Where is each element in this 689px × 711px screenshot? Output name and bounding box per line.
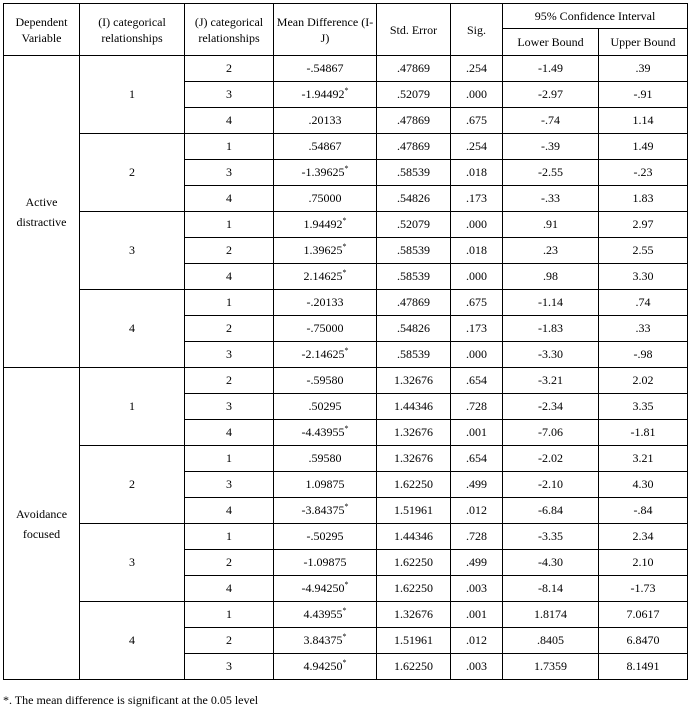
j-group-cell: 3 — [185, 472, 274, 498]
mean-difference-value: 3.84375 — [303, 633, 343, 647]
mean-difference-cell — [274, 420, 377, 446]
std-error-cell: .54826 — [377, 316, 451, 342]
dependent-variable-cell: Active distractive — [4, 56, 80, 368]
sig-cell: .654 — [451, 368, 503, 394]
j-group-cell: 1 — [185, 134, 274, 160]
footnote: *. The mean difference is significant at the 0.05 level — [3, 693, 259, 707]
lower-bound-cell: -.33 — [503, 186, 599, 212]
lower-bound-cell: -2.97 — [503, 82, 599, 108]
std-error-cell: 1.51961 — [377, 498, 451, 524]
j-group-cell: 2 — [185, 628, 274, 654]
lower-bound-cell: -2.02 — [503, 446, 599, 472]
mean-difference-value: -.54867 — [306, 61, 344, 75]
mean-difference-value: 2.14625 — [303, 269, 343, 283]
mean-difference-cell — [274, 134, 377, 160]
mean-difference-value: -.20133 — [306, 295, 344, 309]
std-error-cell: .47869 — [377, 290, 451, 316]
upper-bound-cell: 1.14 — [599, 108, 688, 134]
table-header — [4, 4, 688, 56]
j-group-cell: 2 — [185, 56, 274, 82]
upper-bound-cell: -.84 — [599, 498, 688, 524]
upper-bound-cell: 2.55 — [599, 238, 688, 264]
sig-cell: .254 — [451, 134, 503, 160]
j-group-cell: 1 — [185, 290, 274, 316]
sig-cell: .675 — [451, 108, 503, 134]
j-group-cell: 4 — [185, 264, 274, 290]
std-error-cell: 1.32676 — [377, 446, 451, 472]
mean-difference-value: -4.94250 — [301, 581, 345, 595]
significance-marker: * — [342, 268, 347, 277]
sig-cell: .499 — [451, 472, 503, 498]
upper-bound-cell: 1.83 — [599, 186, 688, 212]
sig-cell: .001 — [451, 420, 503, 446]
upper-bound-cell: -.91 — [599, 82, 688, 108]
lower-bound-cell: .98 — [503, 264, 599, 290]
lower-bound-cell: .23 — [503, 238, 599, 264]
sig-cell: .012 — [451, 628, 503, 654]
upper-bound-cell: -1.81 — [599, 420, 688, 446]
i-group-cell: 1 — [80, 368, 185, 446]
table-row — [4, 446, 688, 472]
lower-bound-cell: -1.83 — [503, 316, 599, 342]
j-group-cell: 3 — [185, 82, 274, 108]
sig-cell: .000 — [451, 264, 503, 290]
std-error-cell: 1.32676 — [377, 602, 451, 628]
j-group-cell: 4 — [185, 186, 274, 212]
std-error-cell: 1.44346 — [377, 524, 451, 550]
mean-difference-value: 4.94250 — [303, 659, 343, 673]
j-group-cell: 4 — [185, 498, 274, 524]
mean-difference-value: -1.09875 — [303, 555, 347, 569]
significance-marker: * — [342, 606, 347, 615]
significance-marker: * — [344, 502, 349, 511]
mean-difference-value: .54867 — [308, 139, 342, 153]
mean-difference-value: -2.14625 — [301, 347, 345, 361]
significance-marker: * — [344, 164, 349, 173]
lower-bound-cell: -3.30 — [503, 342, 599, 368]
lower-bound-cell: -7.06 — [503, 420, 599, 446]
mean-difference-cell — [274, 264, 377, 290]
lower-bound-cell: .91 — [503, 212, 599, 238]
significance-marker: * — [344, 86, 349, 95]
table-row — [4, 134, 688, 160]
mean-difference-cell — [274, 212, 377, 238]
header-sig: Sig. — [451, 4, 503, 56]
mean-difference-value: -.59580 — [306, 373, 344, 387]
mean-difference-value: -.75000 — [306, 321, 344, 335]
table-container — [3, 3, 688, 680]
std-error-cell: 1.32676 — [377, 420, 451, 446]
lower-bound-cell: .8405 — [503, 628, 599, 654]
lower-bound-cell: 1.8174 — [503, 602, 599, 628]
mean-difference-value: 1.94492 — [303, 217, 343, 231]
upper-bound-cell: 3.21 — [599, 446, 688, 472]
j-group-cell: 4 — [185, 420, 274, 446]
header-i-group: (I) categorical relationships — [80, 4, 185, 56]
upper-bound-cell: -.98 — [599, 342, 688, 368]
std-error-cell: 1.62250 — [377, 576, 451, 602]
upper-bound-cell: 3.35 — [599, 394, 688, 420]
std-error-cell: .54826 — [377, 186, 451, 212]
table-row — [4, 602, 688, 628]
upper-bound-cell: .33 — [599, 316, 688, 342]
sig-cell: .728 — [451, 524, 503, 550]
std-error-cell: .58539 — [377, 264, 451, 290]
significance-marker: * — [342, 216, 347, 225]
table-row — [4, 290, 688, 316]
lower-bound-cell: -3.35 — [503, 524, 599, 550]
mean-difference-cell — [274, 524, 377, 550]
significance-marker: * — [344, 424, 349, 433]
sig-cell: .173 — [451, 316, 503, 342]
std-error-cell: .52079 — [377, 82, 451, 108]
i-group-cell: 4 — [80, 290, 185, 368]
mean-difference-cell — [274, 82, 377, 108]
std-error-cell: 1.32676 — [377, 368, 451, 394]
table-body — [4, 56, 688, 680]
table-row — [4, 368, 688, 394]
std-error-cell: .58539 — [377, 342, 451, 368]
mean-difference-value: 1.09875 — [305, 477, 345, 491]
mean-difference-value: .50295 — [308, 399, 342, 413]
j-group-cell: 3 — [185, 160, 274, 186]
i-group-cell: 4 — [80, 602, 185, 680]
j-group-cell: 2 — [185, 550, 274, 576]
lower-bound-cell: -2.10 — [503, 472, 599, 498]
mean-difference-cell — [274, 316, 377, 342]
mean-difference-cell — [274, 108, 377, 134]
sig-cell: .001 — [451, 602, 503, 628]
std-error-cell: .47869 — [377, 56, 451, 82]
significance-marker: * — [342, 632, 347, 641]
mean-difference-cell — [274, 290, 377, 316]
upper-bound-cell: 8.1491 — [599, 654, 688, 680]
mean-difference-cell — [274, 654, 377, 680]
mean-difference-cell — [274, 186, 377, 212]
i-group-cell: 2 — [80, 446, 185, 524]
sig-cell: .254 — [451, 56, 503, 82]
lower-bound-cell: -4.30 — [503, 550, 599, 576]
mean-difference-cell — [274, 56, 377, 82]
mean-difference-cell — [274, 602, 377, 628]
std-error-cell: .58539 — [377, 160, 451, 186]
sig-cell: .675 — [451, 290, 503, 316]
lower-bound-cell: -1.14 — [503, 290, 599, 316]
j-group-cell: 2 — [185, 238, 274, 264]
mean-difference-value: -4.43955 — [301, 425, 345, 439]
lower-bound-cell: -.39 — [503, 134, 599, 160]
mean-difference-cell — [274, 342, 377, 368]
j-group-cell: 3 — [185, 342, 274, 368]
upper-bound-cell: -.23 — [599, 160, 688, 186]
j-group-cell: 2 — [185, 316, 274, 342]
significance-marker: * — [344, 580, 349, 589]
mean-difference-cell — [274, 498, 377, 524]
upper-bound-cell: 2.10 — [599, 550, 688, 576]
std-error-cell: .47869 — [377, 134, 451, 160]
mean-difference-cell — [274, 576, 377, 602]
lower-bound-cell: 1.7359 — [503, 654, 599, 680]
mean-difference-cell — [274, 472, 377, 498]
significance-marker: * — [342, 658, 347, 667]
mean-difference-cell — [274, 160, 377, 186]
mean-difference-value: -.50295 — [306, 529, 344, 543]
std-error-cell: 1.51961 — [377, 628, 451, 654]
std-error-cell: .52079 — [377, 212, 451, 238]
j-group-cell: 4 — [185, 576, 274, 602]
sig-cell: .000 — [451, 212, 503, 238]
sig-cell: .173 — [451, 186, 503, 212]
j-group-cell: 1 — [185, 524, 274, 550]
header-lower-bound: Lower Bound — [503, 29, 599, 56]
mean-difference-value: .75000 — [308, 191, 342, 205]
j-group-cell: 1 — [185, 446, 274, 472]
mean-difference-value: -1.94492 — [301, 87, 345, 101]
lower-bound-cell: -2.55 — [503, 160, 599, 186]
mean-difference-cell — [274, 368, 377, 394]
j-group-cell: 3 — [185, 654, 274, 680]
mean-difference-value: -1.39625 — [301, 165, 345, 179]
i-group-cell: 1 — [80, 56, 185, 134]
upper-bound-cell: 3.30 — [599, 264, 688, 290]
mean-difference-cell — [274, 628, 377, 654]
sig-cell: .003 — [451, 576, 503, 602]
sig-cell: .018 — [451, 238, 503, 264]
lower-bound-cell: -3.21 — [503, 368, 599, 394]
lower-bound-cell: -1.49 — [503, 56, 599, 82]
mean-difference-cell — [274, 550, 377, 576]
sig-cell: .728 — [451, 394, 503, 420]
post-hoc-comparisons-table — [3, 3, 688, 680]
sig-cell: .000 — [451, 342, 503, 368]
sig-cell: .499 — [451, 550, 503, 576]
upper-bound-cell: 6.8470 — [599, 628, 688, 654]
table-row — [4, 212, 688, 238]
std-error-cell: 1.62250 — [377, 472, 451, 498]
mean-difference-cell — [274, 394, 377, 420]
mean-difference-value: .20133 — [308, 113, 342, 127]
header-upper-bound: Upper Bound — [599, 29, 688, 56]
upper-bound-cell: .74 — [599, 290, 688, 316]
significance-marker: * — [344, 346, 349, 355]
mean-difference-value: 4.43955 — [303, 607, 343, 621]
upper-bound-cell: 2.97 — [599, 212, 688, 238]
header-dependent-variable: Dependent Variable — [4, 4, 80, 56]
table-row — [4, 56, 688, 82]
lower-bound-cell: -6.84 — [503, 498, 599, 524]
table-row — [4, 524, 688, 550]
std-error-cell: 1.62250 — [377, 550, 451, 576]
lower-bound-cell: -.74 — [503, 108, 599, 134]
sig-cell: .003 — [451, 654, 503, 680]
mean-difference-value: 1.39625 — [303, 243, 343, 257]
upper-bound-cell: 2.02 — [599, 368, 688, 394]
j-group-cell: 2 — [185, 368, 274, 394]
j-group-cell: 3 — [185, 394, 274, 420]
header-std-error: Std. Error — [377, 4, 451, 56]
mean-difference-cell — [274, 238, 377, 264]
sig-cell: .654 — [451, 446, 503, 472]
lower-bound-cell: -8.14 — [503, 576, 599, 602]
header-mean-difference: Mean Difference (I-J) — [274, 4, 377, 56]
upper-bound-cell: 1.49 — [599, 134, 688, 160]
j-group-cell: 4 — [185, 108, 274, 134]
significance-marker: * — [342, 242, 347, 251]
upper-bound-cell: 7.0617 — [599, 602, 688, 628]
upper-bound-cell: 4.30 — [599, 472, 688, 498]
sig-cell: .000 — [451, 82, 503, 108]
mean-difference-value: -3.84375 — [301, 503, 345, 517]
upper-bound-cell: 2.34 — [599, 524, 688, 550]
lower-bound-cell: -2.34 — [503, 394, 599, 420]
upper-bound-cell: -1.73 — [599, 576, 688, 602]
std-error-cell: 1.44346 — [377, 394, 451, 420]
dependent-variable-cell: Avoidance focused — [4, 368, 80, 680]
mean-difference-cell — [274, 446, 377, 472]
j-group-cell: 1 — [185, 212, 274, 238]
std-error-cell: .47869 — [377, 108, 451, 134]
i-group-cell: 3 — [80, 212, 185, 290]
sig-cell: .018 — [451, 160, 503, 186]
header-confidence-interval: 95% Confidence Interval — [503, 4, 688, 29]
sig-cell: .012 — [451, 498, 503, 524]
header-j-group: (J) categorical relationships — [185, 4, 274, 56]
mean-difference-value: .59580 — [308, 451, 342, 465]
std-error-cell: 1.62250 — [377, 654, 451, 680]
i-group-cell: 2 — [80, 134, 185, 212]
upper-bound-cell: .39 — [599, 56, 688, 82]
j-group-cell: 1 — [185, 602, 274, 628]
i-group-cell: 3 — [80, 524, 185, 602]
std-error-cell: .58539 — [377, 238, 451, 264]
